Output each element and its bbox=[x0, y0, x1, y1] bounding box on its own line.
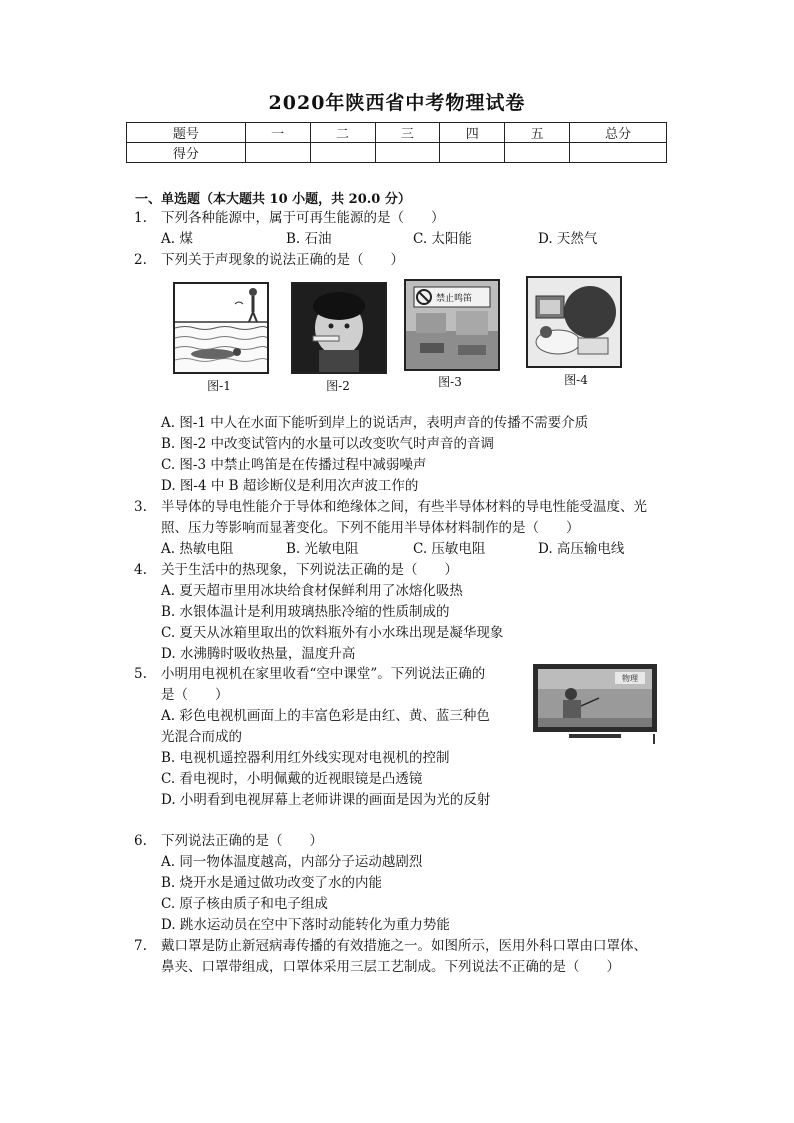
option-d[interactable]: D. 跳水运动员在空中下落时动能转化为重力势能 bbox=[161, 917, 450, 933]
option-c[interactable]: C. 图-3 中禁止鸣笛是在传播过程中减弱噪声 bbox=[161, 457, 427, 473]
score-table-cell: 五 bbox=[505, 123, 570, 143]
option-c[interactable]: C. 太阳能 bbox=[413, 231, 472, 247]
score-table-cell: 三 bbox=[375, 123, 440, 143]
figure-caption: 图-2 bbox=[326, 379, 350, 393]
page-title: 2020年陕西省中考物理试卷 bbox=[268, 92, 526, 114]
score-table-cell: 一 bbox=[245, 123, 310, 143]
option-c[interactable]: C. 压敏电阻 bbox=[413, 541, 486, 557]
figure-4-image bbox=[526, 276, 622, 368]
score-table-cell: 总分 bbox=[570, 123, 667, 143]
score-table-cell: 题号 bbox=[127, 123, 246, 143]
question-stem-line-2: 是（ ） bbox=[161, 687, 229, 703]
score-table-header-row bbox=[127, 123, 667, 143]
option-b[interactable]: B. 光敏电阻 bbox=[286, 541, 359, 557]
tv-screen-label: 物理 bbox=[622, 674, 638, 683]
figure-caption: 图-3 bbox=[438, 375, 462, 389]
option-b[interactable]: B. 电视机遥控器利用红外线实现对电视机的控制 bbox=[161, 750, 450, 766]
figure-3-image bbox=[404, 279, 500, 371]
score-table-blank-cell[interactable] bbox=[310, 143, 375, 163]
option-c[interactable]: C. 原子核由质子和电子组成 bbox=[161, 896, 328, 912]
option-b[interactable]: B. 水银体温计是利用玻璃热胀冷缩的性质制成的 bbox=[161, 604, 450, 620]
question-number: 7. bbox=[134, 938, 147, 954]
option-d[interactable]: D. 图-4 中 B 超诊断仪是利用次声波工作的 bbox=[161, 478, 419, 494]
option-a[interactable]: A. 热敏电阻 bbox=[161, 541, 234, 557]
score-table-cell: 四 bbox=[440, 123, 505, 143]
figure-2-image bbox=[291, 282, 387, 374]
question-number: 5. bbox=[134, 666, 147, 682]
question-stem: 下列说法正确的是（ ） bbox=[161, 833, 323, 849]
question-stem-line-2: 照、压力等影响而显著变化。下列不能用半导体材料制作的是（ ） bbox=[161, 520, 580, 536]
option-a[interactable]: A. 同一物体温度越高，内部分子运动越剧烈 bbox=[161, 854, 423, 870]
option-a-continued: 光混合而成的 bbox=[161, 729, 242, 745]
section-heading: 一、单选题（本大题共 10 小题，共 20.0 分） bbox=[135, 192, 411, 207]
option-d[interactable]: D. 天然气 bbox=[538, 231, 598, 247]
score-table-cell: 得分 bbox=[127, 143, 246, 163]
option-a[interactable]: A. 彩色电视机画面上的丰富色彩是由红、黄、蓝三种色 bbox=[161, 708, 490, 724]
option-a[interactable]: A. 煤 bbox=[161, 231, 193, 247]
question-number: 2. bbox=[134, 252, 147, 268]
figure-caption: 图-1 bbox=[207, 379, 231, 393]
score-table-score-row bbox=[127, 143, 667, 163]
option-c[interactable]: C. 夏天从冰箱里取出的饮料瓶外有小水珠出现是凝华现象 bbox=[161, 625, 504, 641]
option-a[interactable]: A. 夏天超市里用冰块给食材保鲜利用了冰熔化吸热 bbox=[161, 583, 463, 599]
score-table-blank-cell[interactable] bbox=[245, 143, 310, 163]
question-number: 6. bbox=[134, 833, 147, 849]
question-number: 4. bbox=[134, 562, 147, 578]
no-honking-sign-text: 禁止鸣笛 bbox=[436, 294, 473, 304]
score-table bbox=[126, 122, 667, 163]
question-stem: 关于生活中的热现象，下列说法正确的是（ ） bbox=[161, 562, 458, 578]
figure-caption: 图-4 bbox=[564, 373, 588, 387]
no-honking-sign-street-photo bbox=[406, 281, 498, 369]
question-stem-line-1: 半导体的导电性能介于导体和绝缘体之间，有些半导体材料的导电性能受温度、光 bbox=[161, 499, 647, 515]
child-blowing-test-tube-photo bbox=[293, 284, 385, 372]
television-image bbox=[533, 664, 657, 744]
swimmer-under-water-illustration bbox=[175, 284, 267, 372]
option-b[interactable]: B. 石油 bbox=[286, 231, 332, 247]
b-ultrasound-diagnosis-photo bbox=[528, 278, 620, 366]
score-table-cell: 二 bbox=[310, 123, 375, 143]
question-number: 1. bbox=[134, 210, 147, 226]
score-table-blank-cell[interactable] bbox=[375, 143, 440, 163]
tv-air-classroom-illustration bbox=[533, 664, 657, 744]
option-a[interactable]: A. 图-1 中人在水面下能听到岸上的说话声，表明声音的传播不需要介质 bbox=[161, 415, 589, 431]
question-number: 3. bbox=[134, 499, 147, 515]
question-stem-line-2: 鼻夹、口罩带组成，口罩体采用三层工艺制成。下列说法不正确的是（ ） bbox=[161, 959, 620, 975]
option-c[interactable]: C. 看电视时，小明佩戴的近视眼镜是凸透镜 bbox=[161, 771, 423, 787]
option-d[interactable]: D. 小明看到电视屏幕上老师讲课的画面是因为光的反射 bbox=[161, 792, 491, 808]
score-table-blank-cell[interactable] bbox=[440, 143, 505, 163]
option-b[interactable]: B. 图-2 中改变试管内的水量可以改变吹气时声音的音调 bbox=[161, 436, 494, 452]
option-b[interactable]: B. 烧开水是通过做功改变了水的内能 bbox=[161, 875, 383, 891]
question-stem: 下列各种能源中，属于可再生能源的是（ ） bbox=[161, 210, 445, 226]
question-stem-line-1: 小明用电视机在家里收看“空中课堂”。下列说法正确的 bbox=[161, 666, 486, 682]
option-d[interactable]: D. 高压输电线 bbox=[538, 541, 625, 557]
score-table-blank-cell[interactable] bbox=[505, 143, 570, 163]
question-stem-line-1: 戴口罩是防止新冠病毒传播的有效措施之一。如图所示，医用外科口罩由口罩体、 bbox=[161, 938, 647, 954]
figure-1-image bbox=[173, 282, 269, 374]
question-stem: 下列关于声现象的说法正确的是（ ） bbox=[161, 252, 404, 268]
score-table-blank-cell[interactable] bbox=[570, 143, 667, 163]
option-d[interactable]: D. 水沸腾时吸收热量，温度升高 bbox=[161, 646, 356, 662]
